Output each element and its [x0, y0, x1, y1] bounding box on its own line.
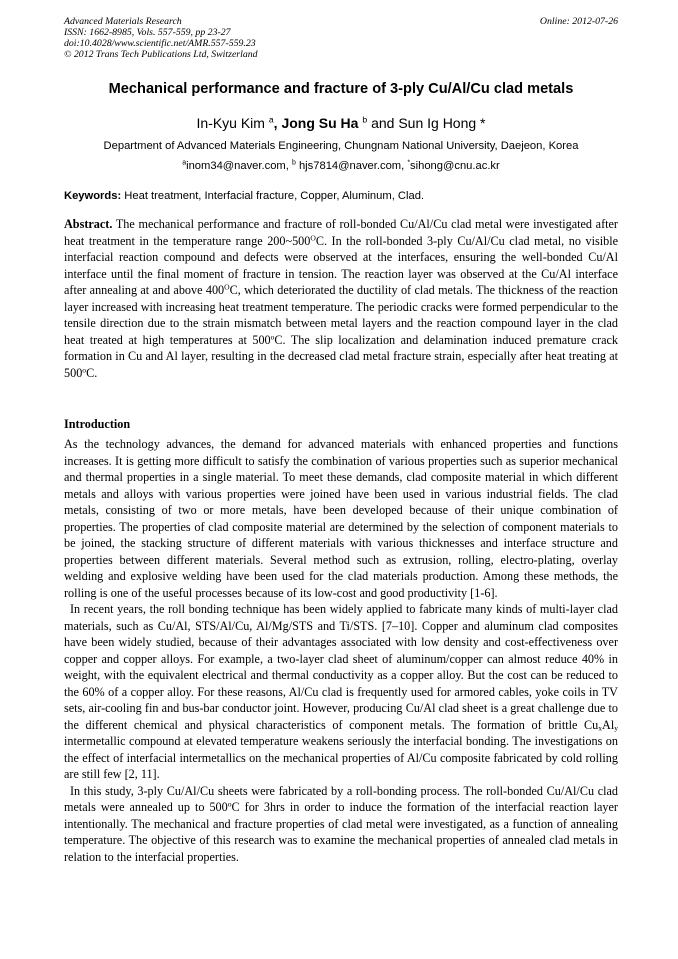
paragraph-2 [64, 601, 618, 783]
journal-header [64, 16, 618, 60]
author-1-mark: a [268, 114, 274, 125]
email-a-mark: a [182, 159, 187, 167]
email-c: sihong@cnu.ac.kr [410, 160, 500, 172]
author-rest: and Sun Ig Hong * [367, 115, 486, 131]
degree-mark: o [82, 364, 87, 374]
journal-name: Advanced Materials Research [64, 16, 182, 27]
abstract-text-4: C. The slip localization and delamination induced premature crack formation in Cu and Al layer, resulting in the decreased clad metal fracture strain, especially after heat treating at 500 [64, 332, 618, 380]
paragraph-3-text-b: C for 3hrs in order to induce the formation of the interfacial reaction layer intentionally. The mechanical and fracture properties of clad metal were investigated, as a function of annealing temperature. The objective of this research was to examine the mechanical properties of annealed clad metals in relation to the interfacial properties. [64, 800, 618, 864]
degree-mark: o [227, 799, 232, 809]
email-b: hjs7814@naver.com, [295, 160, 408, 172]
abstract-text-5: C. [86, 365, 98, 380]
copyright-line: © 2012 Trans Tech Publications Ltd, Switzerland [64, 49, 258, 60]
degree-mark: O [224, 282, 230, 292]
paragraph-2-text-c: intermetallic compound at elevated temperature weakens seriously the interfacial bonding. The investigations on the effect of interfacial intermetallics on the mechanical properties of Al/Cu composite fabricated by cold rolling are still few [2, 11]. [64, 734, 618, 781]
subscript-y: y [614, 723, 618, 732]
paper-title: Mechanical performance and fracture of 3-ply Cu/Al/Cu clad metals [108, 81, 574, 97]
abstract-label: Abstract. [64, 217, 113, 231]
section-heading-introduction: Introduction [64, 417, 131, 431]
keywords-label: Keywords: [64, 190, 122, 202]
paragraph-3 [64, 783, 618, 866]
subscript-x: x [598, 723, 603, 732]
email-a: inom34@naver.com, [186, 160, 292, 172]
degree-mark: o [270, 331, 275, 341]
abstract-text-2: C. In the roll-bonded 3-ply Cu/Al/Cu clad metal, no visible interfacial reaction compound and defects were observed at the interfaces, ensuring the well-bonded Cu/Al interface until the final moment of fracture in tension. The reaction layer was observed at the Cu/Al interface after annealing at and above 400 [64, 233, 618, 297]
doi-line: doi:10.4028/www.scientific.net/AMR.557-559.23 [64, 38, 256, 49]
paragraph-1: As the technology advances, the demand for advanced materials with enhanced properties and functions increases. It is getting more difficult to satisfy the combination of various properties such as superior mechanical and thermal properties in a single material. To meet these demands, clad composite material in which different metals and alloys with various properties were joined have been used in various industrial fields. The clad metals, consisting of two or more metals, have been developed because of their unique combination of properties. The properties of clad composite material are determined by the selection of component materials to be joined, the stacking structure of different materials with various thicknesses and interface structure and properties between different materials. Several method such as extrusion, rolling, electro-plating, overlay welding and explosive welding have been used for the clad materials production. Among these methods, the rolling is one of the useful processes because of its low-cost and good productivity [1-6]. [64, 437, 618, 600]
keywords-text: Heat treatment, Interfacial fracture, Copper, Aluminum, Clad. [121, 190, 425, 202]
online-date: Online: 2012-07-26 [539, 16, 618, 27]
paragraph-3-text-a: In this study, 3-ply Cu/Al/Cu sheets were fabricated by a roll-bonding process. The roll-bonded Cu/Al/Cu clad metals were annealed up to 500 [64, 783, 618, 814]
email-b-mark: b [291, 159, 296, 167]
author-list [64, 114, 618, 132]
paragraph-2-text-b: Al [602, 717, 615, 732]
email-c-mark: * [407, 159, 411, 167]
degree-mark: O [310, 232, 316, 242]
abstract [64, 216, 618, 381]
affiliation: Department of Advanced Materials Engineering, Chungnam National University, Daejeon, Korea [103, 140, 579, 152]
email-list [64, 159, 618, 173]
introduction-body [64, 436, 618, 865]
author-separator: , Jong Su Ha [273, 115, 363, 131]
author-2-mark: b [362, 114, 368, 125]
issn-line: ISSN: 1662-8985, Vols. 557-559, pp 23-27 [64, 27, 231, 38]
author-1: In-Kyu Kim [196, 115, 269, 131]
keywords [64, 189, 618, 203]
abstract-text-3: C, which deteriorated the ductility of clad metals. The thickness of the reaction layer increased with increasing heat treatment temperature. The periodic cracks were formed perpendicular to the tensile direction due to the strain mismatch between metal layers and the reaction compound layer in the clad heat treated at high temperatures at 500 [64, 283, 618, 347]
abstract-text-1: The mechanical performance and fracture of roll-bonded Cu/Al/Cu clad metal were investigated after heat treatment in the temperature range 200~500 [64, 217, 618, 248]
paragraph-2-text-a: In recent years, the roll bonding technique has been widely applied to fabricate many kinds of multi-layer clad materials, such as Cu/Al, STS/Al/Cu, Al/Mg/STS and Ti/STS. [7–10]. Copper and aluminum clad composites have been widely studied, because of their advantages associated with low density and cost-effectiveness over copper and copper alloys. For example, a two-layer clad sheet of aluminum/copper can almost reduce 40% in weight, with the equivalent electrical and thermal conductivity as a copper alloy. But the cost can be reduced to the 60% of a copper alloy. For these reasons, Al/Cu clad is frequently used for armored cables, yoke coils in TV sets, air-cooling fin and bus-bar conductor joint. However, producing Cu/Al clad sheet is a great challenge due to the different chemical and physical characteristics of component metals. The formation of brittle Cu [64, 602, 618, 732]
